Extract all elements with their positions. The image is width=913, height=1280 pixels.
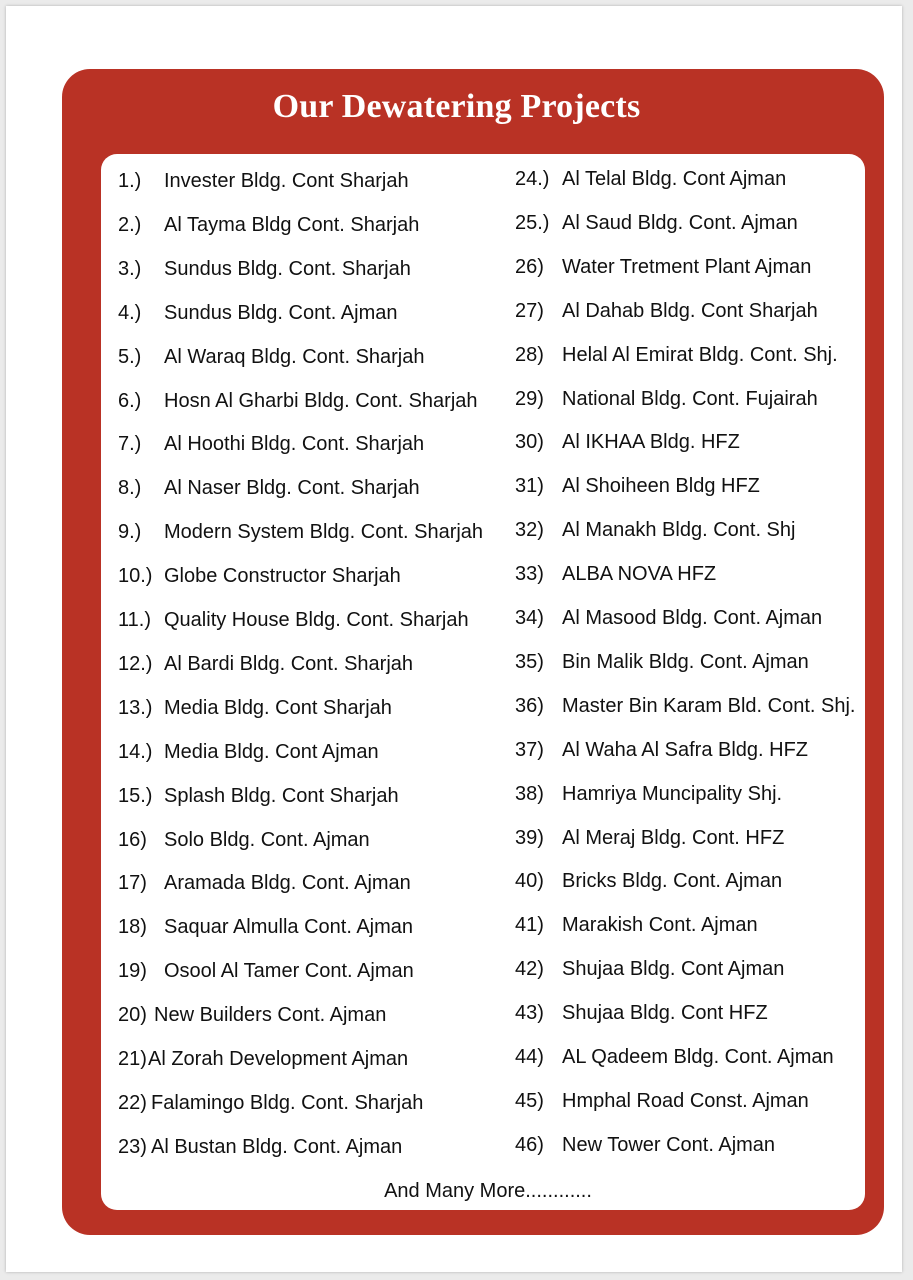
project-name: Water Tretment Plant Ajman [562,255,812,278]
project-name: Shujaa Bldg. Cont Ajman [562,958,785,981]
project-name: Solo Bldg. Cont. Ajman [164,828,370,851]
project-name: Hamriya Muncipality Shj. [562,782,783,805]
project-name: Al Tayma Bldg Cont. Sharjah [164,213,420,236]
project-name: ALBA NOVA HFZ [562,563,717,586]
project-name: Sundus Bldg. Cont. Sharjah [164,257,411,280]
project-name: Al Waha Al Safra Bldg. HFZ [562,738,809,761]
project-name: AL Qadeem Bldg. Cont. Ajman [562,1046,834,1068]
footer-note: And Many More............ [384,1180,592,1202]
project-name: Media Bldg. Cont Ajman [164,740,379,763]
project-number: 32) [515,519,544,542]
project-name: Helal Al Emirat Bldg. Cont. Shj. [562,343,838,366]
project-number: 26) [515,255,544,278]
project-number: 44) [515,1046,544,1068]
project-number: 38) [515,782,544,805]
project-number: 6.) [118,389,142,412]
project-name: Al Dahab Bldg. Cont Sharjah [562,299,818,322]
project-number: 7.) [118,433,142,456]
project-number: 10.) [118,565,153,588]
project-number: 12.) [118,652,153,675]
project-number: 18) [118,916,147,939]
project-name: Aramada Bldg. Cont. Ajman [164,872,411,895]
project-name: Globe Constructor Sharjah [164,565,401,588]
project-name: Al Bardi Bldg. Cont. Sharjah [164,652,414,675]
project-number: 4.) [118,301,142,324]
project-number: 15.) [118,784,153,807]
project-number: 43) [515,1002,544,1025]
project-number: 21) [118,1048,147,1070]
project-name: Bin Malik Bldg. Cont. Ajman [562,650,809,673]
project-number: 14.) [118,740,153,763]
project-name: Invester Bldg. Cont Sharjah [164,170,409,192]
project-name: National Bldg. Cont. Fujairah [562,387,818,410]
project-name: Al Meraj Bldg. Cont. HFZ [562,826,785,849]
project-name: Osool Al Tamer Cont. Ajman [164,960,414,983]
project-name: Al Manakh Bldg. Cont. Shj [562,519,796,542]
project-name: Media Bldg. Cont Sharjah [164,696,392,719]
project-name: Al Hoothi Bldg. Cont. Sharjah [164,433,425,456]
project-number: 23) [118,1135,147,1158]
project-number: 2.) [118,213,142,236]
project-name: Shujaa Bldg. Cont HFZ [562,1002,768,1025]
project-name: Hosn Al Gharbi Bldg. Cont. Sharjah [164,389,478,412]
project-number: 28) [515,343,544,366]
project-number: 46) [515,1133,544,1156]
project-name: Master Bin Karam Bld. Cont. Shj. [562,694,856,717]
project-number: 34) [515,607,544,629]
project-number: 33) [515,563,544,586]
project-number: 42) [515,958,544,981]
project-name: Al Shoiheen Bldg HFZ [562,475,760,498]
project-name: Sundus Bldg. Cont. Ajman [164,301,398,324]
project-number: 1.) [118,170,142,192]
project-number: 35) [515,650,544,673]
project-name: Marakish Cont. Ajman [562,914,758,937]
project-name: Modern System Bldg. Cont. Sharjah [164,521,484,544]
project-name: Al IKHAA Bldg. HFZ [562,431,740,454]
project-number: 45) [515,1089,544,1112]
project-number: 22) [118,1091,147,1114]
project-number: 8.) [118,477,142,500]
project-name: Al Zorah Development Ajman [148,1048,409,1070]
project-name: Quality House Bldg. Cont. Sharjah [164,609,469,631]
page-title: Our Dewatering Projects [272,88,641,125]
project-name: Al Naser Bldg. Cont. Sharjah [164,477,420,500]
project-name: Al Masood Bldg. Cont. Ajman [562,607,823,629]
project-name: Splash Bldg. Cont Sharjah [164,784,399,807]
project-number: 24.) [515,168,550,190]
project-name: Bricks Bldg. Cont. Ajman [562,870,783,893]
project-name: Al Bustan Bldg. Cont. Ajman [151,1135,403,1158]
project-number: 31) [515,475,544,498]
project-name: Al Waraq Bldg. Cont. Sharjah [164,345,425,368]
project-number: 41) [515,914,544,937]
project-name: Saquar Almulla Cont. Ajman [164,916,414,939]
project-name: Al Saud Bldg. Cont. Ajman [562,211,798,234]
project-number: 37) [515,738,544,761]
project-number: 17) [118,872,147,895]
project-name: New Tower Cont. Ajman [562,1133,776,1156]
project-number: 29) [515,387,544,410]
project-name: Falamingo Bldg. Cont. Sharjah [151,1091,424,1114]
project-number: 19) [118,960,147,983]
project-name: Al Telal Bldg. Cont Ajman [562,168,787,190]
project-number: 13.) [118,696,153,719]
project-number: 9.) [118,521,142,544]
project-name: New Builders Cont. Ajman [154,1004,387,1027]
project-number: 3.) [118,257,142,280]
project-number: 36) [515,694,544,717]
project-name: Hmphal Road Const. Ajman [562,1089,809,1112]
project-number: 20) [118,1004,147,1027]
project-number: 30) [515,431,544,454]
project-number: 11.) [118,609,151,631]
project-number: 5.) [118,345,142,368]
project-number: 27) [515,299,544,322]
project-number: 25.) [515,211,550,234]
project-number: 40) [515,870,544,893]
project-number: 16) [118,828,147,851]
project-number: 39) [515,826,544,849]
